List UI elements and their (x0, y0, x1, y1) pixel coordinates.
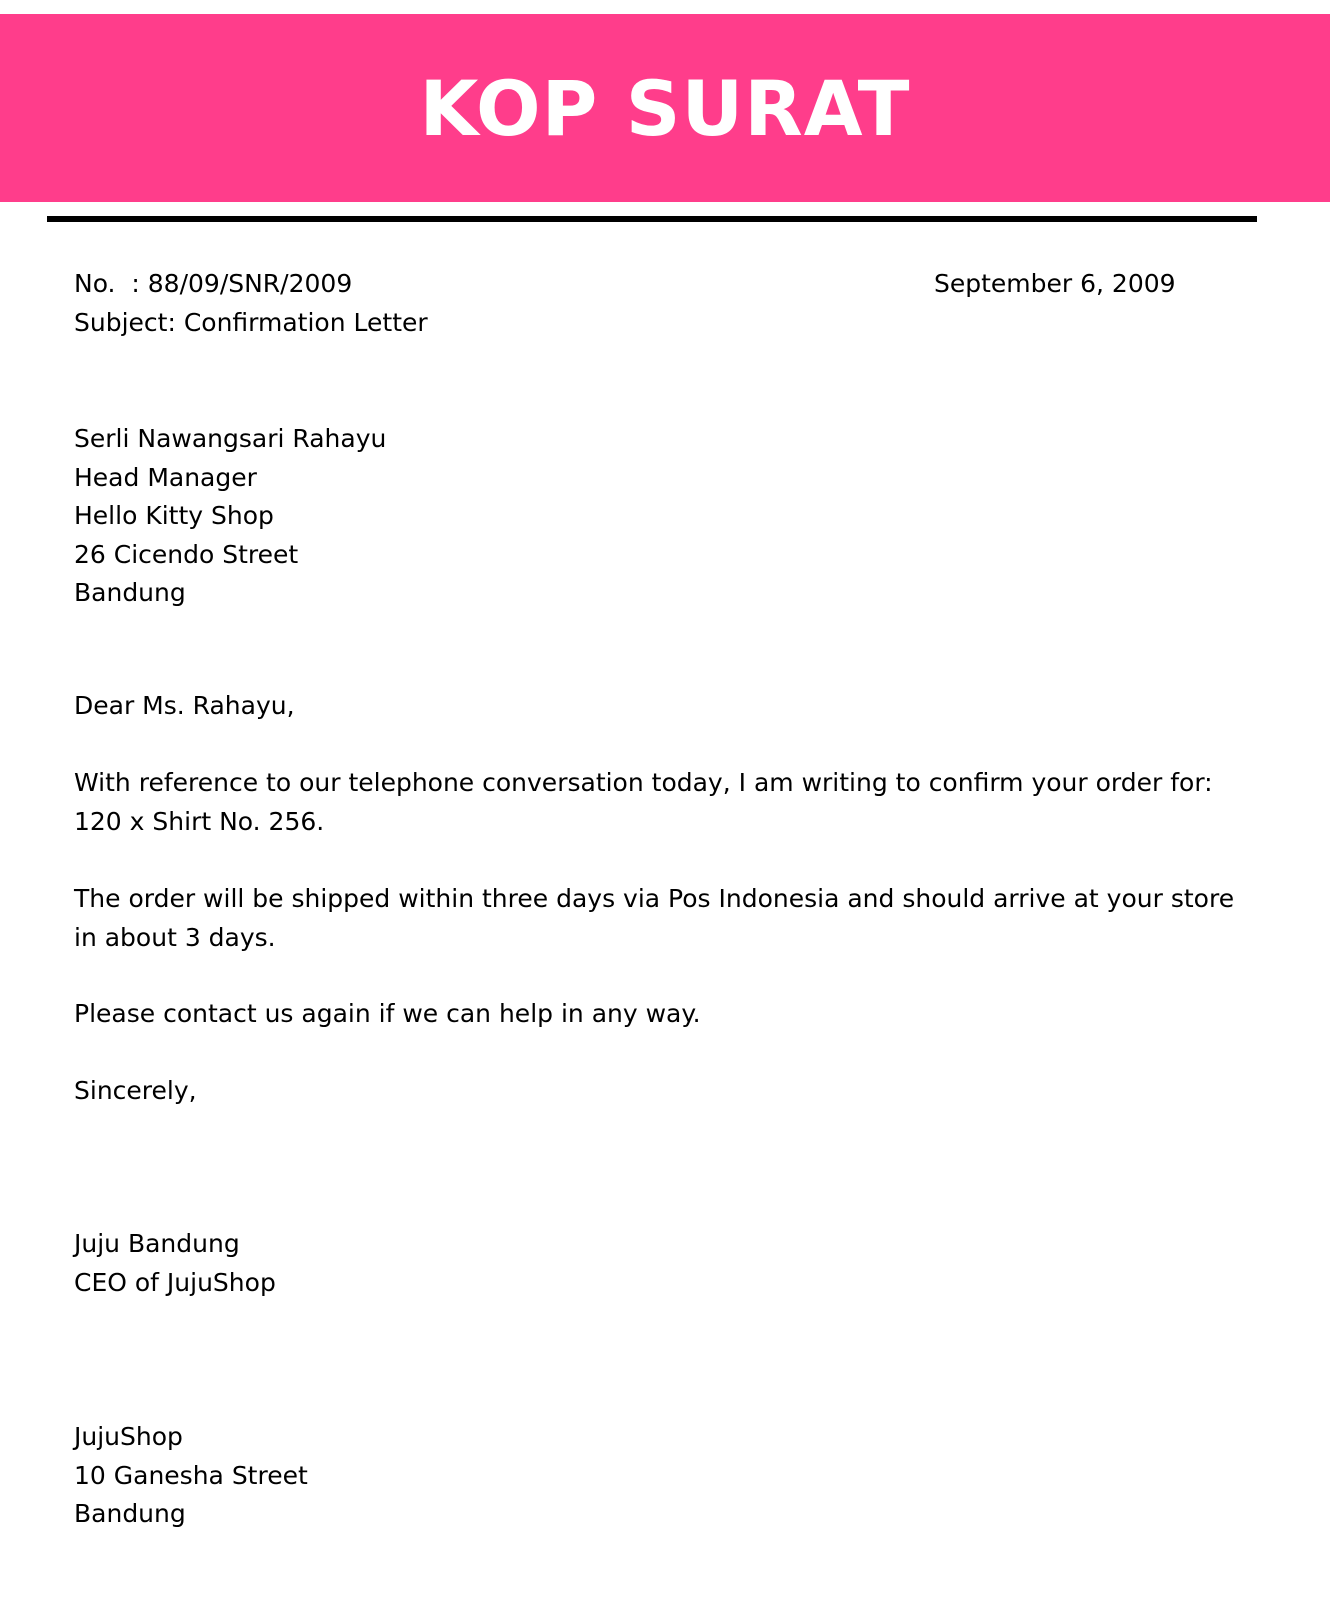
paragraph-order-line1: With reference to our telephone conversation today, I am writing to confirm your order for: (74, 768, 1213, 797)
paragraph-shipping-line2: in about 3 days. (74, 922, 276, 952)
closing: Sincerely, (74, 1076, 197, 1105)
reference-block (74, 265, 428, 342)
recipient-company: Hello Kitty Shop (74, 501, 274, 530)
signatory-position: CEO of JujuShop (74, 1267, 276, 1297)
sender-street: 10 Ganesha Street (74, 1460, 308, 1490)
signature-block (74, 1225, 276, 1302)
recipient-title: Head Manager (74, 462, 257, 492)
letterhead-band (0, 14, 1330, 202)
recipient-street: 26 Cicendo Street (74, 539, 299, 569)
letterhead-divider (47, 216, 1257, 222)
salutation: Dear Ms. Rahayu, (74, 691, 295, 720)
signatory-name: Juju Bandung (74, 1229, 240, 1258)
sender-address (74, 1418, 308, 1534)
sender-company: JujuShop (74, 1422, 183, 1451)
letterhead-title: KOP SURAT (419, 64, 911, 153)
sender-city: Bandung (74, 1499, 186, 1528)
recipient-address (74, 420, 386, 613)
paragraph-contact: Please contact us again if we can help in any way. (74, 999, 701, 1028)
letter-date: September 6, 2009 (934, 269, 1176, 298)
letter-number: No. : 88/09/SNR/2009 (74, 269, 353, 298)
paragraph-order (74, 764, 1213, 841)
paragraph-order-line2: 120 x Shirt No. 256. (74, 806, 325, 836)
paragraph-shipping-line1: The order will be shipped within three days via Pos Indonesia and should arrive at your store (74, 884, 1235, 913)
recipient-name: Serli Nawangsari Rahayu (74, 424, 387, 453)
paragraph-shipping (74, 880, 1234, 957)
recipient-city: Bandung (74, 578, 186, 607)
letter-subject: Subject: Confirmation Letter (74, 307, 428, 337)
